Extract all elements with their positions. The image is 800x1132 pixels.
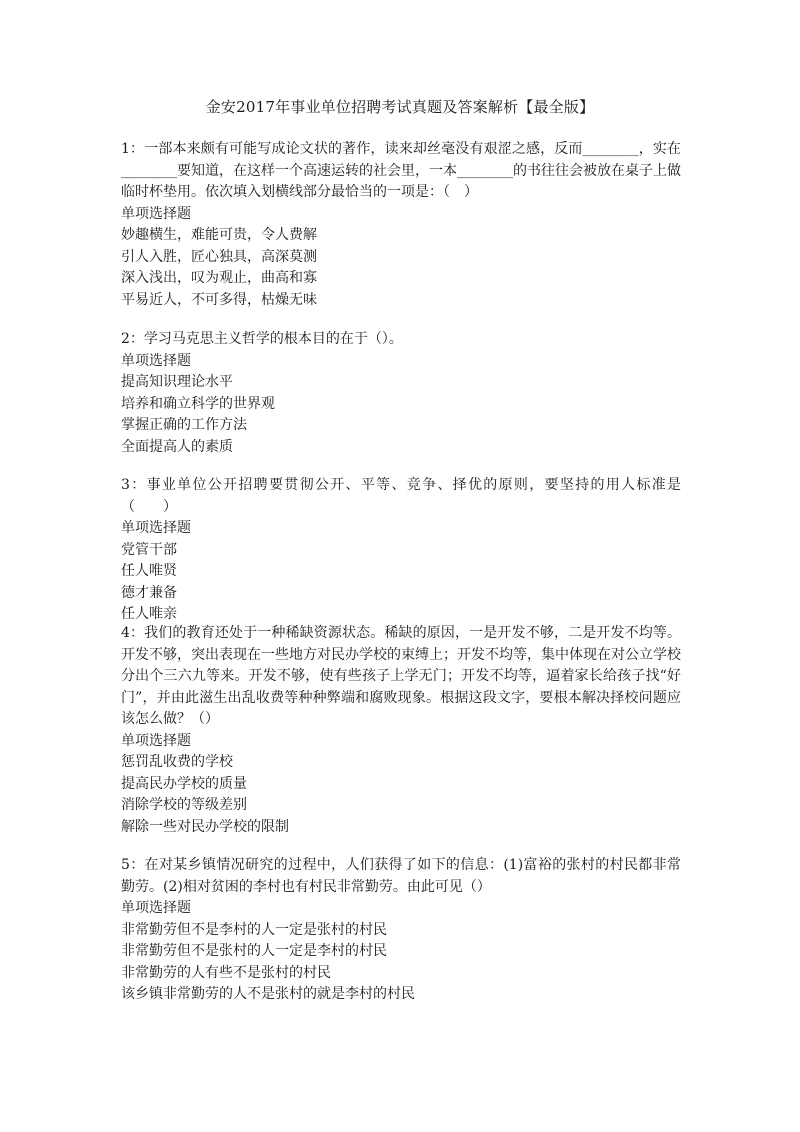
answer-option: 党管干部 — [121, 541, 177, 558]
page-title: 金安2017年事业单位招聘考试真题及答案解析【最全版】 — [205, 98, 595, 116]
question-type: 单项选择题 — [121, 205, 191, 222]
answer-option: 德才兼备 — [121, 584, 177, 601]
question-type: 单项选择题 — [121, 900, 191, 916]
question-2 — [121, 329, 681, 458]
question-stem: 3：事业单位公开招聘要贯彻公开、平等、竞争、择优的原则，要坚持的用人标准是（ ） — [121, 477, 681, 515]
answer-option: 掌握正确的工作方法 — [121, 417, 247, 433]
answer-option: 任人唯亲 — [121, 606, 177, 622]
answer-option: 深入浅出，叹为观止，曲高和寡 — [121, 270, 317, 286]
question-5 — [121, 855, 681, 1006]
question-3 — [121, 475, 681, 626]
question-stem: 5：在对某乡镇情况研究的过程中，人们获得了如下的信息：(1)富裕的张村的村民都非常勤劳。(2)相对贫困的李村也有村民非常勤劳。由此可见（） — [121, 857, 681, 895]
question-type: 单项选择题 — [121, 352, 191, 369]
question-stem: 4：我们的教育还处于一种稀缺资源状态。稀缺的原因，一是开发不够，二是开发不均等。开发不够，突出表现在一些地方对民办学校的束缚上；开发不均等，集中体现在对公立学校分出个三六九等来。开发不够，使有些孩子上学无门；开发不均等，逼着家长给孩子找“好门”，并由此滋生出乱收费等种种弊端和腐败现象。根据这段文字，要根本解决择校问题应该怎么做？（） — [121, 625, 681, 727]
answer-option: 妙趣横生，难能可贵，令人费解 — [121, 227, 317, 243]
answer-option: 提高知识理论水平 — [121, 374, 233, 390]
answer-option: 提高民办学校的质量 — [121, 775, 247, 792]
answer-option: 非常勤劳但不是李村的人一定是张村的村民 — [121, 921, 387, 938]
question-1 — [121, 139, 681, 311]
answer-option: 任人唯贤 — [121, 563, 177, 579]
answer-option: 解除一些对民办学校的限制 — [121, 818, 289, 835]
answer-option: 消除学校的等级差别 — [121, 797, 247, 813]
answer-option: 培养和确立科学的世界观 — [121, 395, 275, 412]
answer-option: 全面提高人的素质 — [121, 438, 233, 455]
answer-option: 平易近人，不可多得，枯燥无味 — [121, 291, 317, 308]
question-type: 单项选择题 — [121, 732, 191, 749]
question-4 — [121, 623, 681, 838]
answer-option: 引人入胜，匠心独具，高深莫测 — [121, 248, 317, 265]
answer-option: 非常勤劳的人有些不是张村的村民 — [121, 964, 331, 981]
answer-option: 惩罚乱收费的学校 — [121, 754, 233, 770]
question-stem: 2：学习马克思主义哲学的根本目的在于（）。 — [121, 331, 403, 347]
question-type: 单项选择题 — [121, 520, 191, 536]
question-stem: 1：一部本来颇有可能写成论文状的著作，读来却丝毫没有艰涩之感，反而________，实在________要知道，在这样一个高速运转的社会里，一本________的书往往会被放在桌子上做临时杯垫用。依次填入划横线部分最恰当的一项是：（ ） — [121, 141, 681, 200]
answer-option: 该乡镇非常勤劳的人不是张村的就是李村的村民 — [121, 986, 415, 1002]
answer-option: 非常勤劳但不是张村的人一定是李村的村民 — [121, 943, 387, 959]
